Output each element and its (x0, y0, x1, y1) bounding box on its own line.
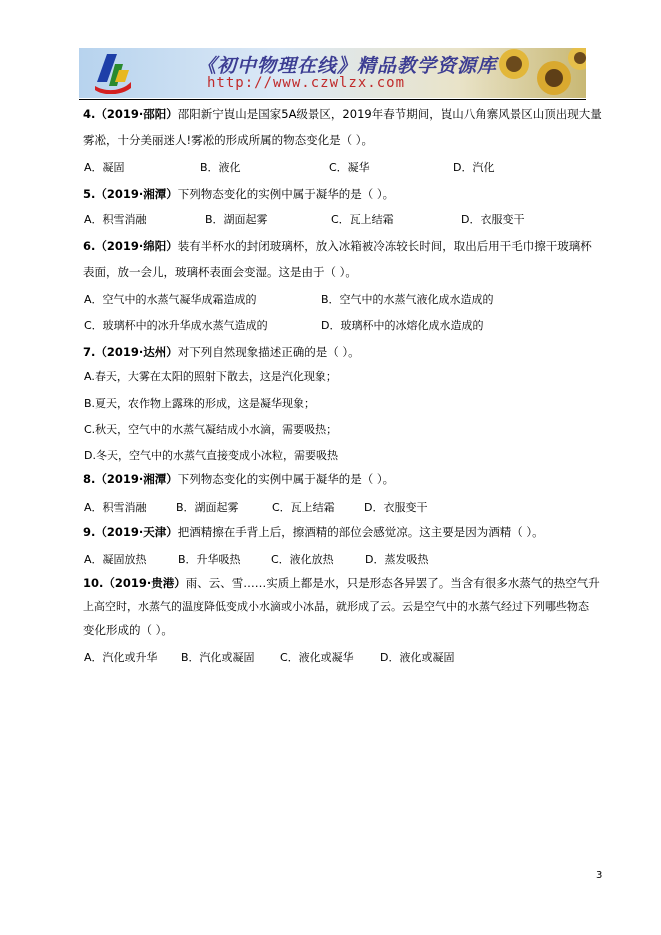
banner-title: 《初中物理在线》精品教学资源库 (197, 55, 498, 77)
question-4-option-a: A．凝固 (84, 161, 125, 174)
question-10-option-c: C．液化或凝华 (280, 651, 354, 664)
question-9-line-1: 9.（2019·天津）把酒精擦在手背上后，擦酒精的部位会感觉凉。这主要是因为酒精（ ）。 (83, 525, 544, 539)
question-9-option-c: C．液化放热 (271, 553, 334, 566)
question-4-option-c: C．凝华 (329, 161, 370, 174)
question-9-option-a: A．凝固放热 (84, 553, 147, 566)
question-8-option-a: A．积雪消融 (84, 501, 147, 514)
question-6-option-d: D．玻璃杯中的冰熔化成水造成的 (321, 319, 484, 332)
question-6-line-2: 表面，放一会儿，玻璃杯表面会变湿。这是由于（ ）。 (83, 265, 357, 279)
question-7-option-a: A.春天，大雾在太阳的照射下散去，这是汽化现象； (84, 370, 337, 383)
question-6-option-a: A．空气中的水蒸气凝华成霜造成的 (84, 293, 257, 306)
header-rule (79, 99, 586, 100)
banner-url: http://www.czwlzx.com (207, 75, 406, 91)
question-4-line-1: 4.（2019·邵阳）邵阳新宁崀山是国家5A级景区，2019年春节期间，崀山八角寨风景区山顶出现大量 (83, 107, 602, 121)
question-9-option-d: D．蒸发吸热 (365, 553, 429, 566)
question-8-option-c: C．瓦上结霜 (272, 501, 335, 514)
question-8-option-d: D．衣服变干 (364, 501, 428, 514)
question-10-option-a: A．汽化或升华 (84, 651, 158, 664)
question-10-option-d: D．液化或凝固 (380, 651, 455, 664)
question-7-line-1: 7.（2019·达州）对下列自然现象描述正确的是（ ）。 (83, 345, 360, 359)
question-8-line-1: 8.（2019·湘潭）下列物态变化的实例中属于凝华的是（ ）。 (83, 472, 395, 486)
question-10-line-1: 10.（2019·贵港）雨、云、雪……实质上都是水，只是形态各异罢了。当含有很多水蒸气的热空气升 (83, 576, 600, 590)
question-4-line-2: 雾凇，十分美丽迷人!雾凇的形成所属的物态变化是（ ）。 (83, 133, 374, 147)
question-7-option-b: B.夏天，农作物上露珠的形成，这是凝华现象； (84, 397, 316, 410)
question-7-option-c: C.秋天，空气中的水蒸气凝结成小水滴，需要吸热； (84, 423, 338, 436)
question-7-option-d: D.冬天，空气中的水蒸气直接变成小冰粒，需要吸热 (84, 449, 338, 462)
page-number: 3 (596, 870, 603, 881)
logo-icon (93, 52, 133, 94)
question-8-option-b: B．湖面起雾 (176, 501, 239, 514)
sunflower-icon (476, 48, 586, 98)
question-6-option-b: B．空气中的水蒸气液化成水造成的 (321, 293, 494, 306)
question-5-option-a: A．积雪消融 (84, 213, 147, 226)
question-4-option-b: B．液化 (200, 161, 241, 174)
question-5-option-b: B．湖面起雾 (205, 213, 268, 226)
header-banner (79, 48, 586, 98)
question-4-option-d: D．汽化 (453, 161, 495, 174)
question-5-option-d: D．衣服变干 (461, 213, 525, 226)
question-10-line-3: 变化形成的（ ）。 (83, 623, 173, 637)
question-10-option-b: B．汽化或凝固 (181, 651, 255, 664)
question-5-option-c: C．瓦上结霜 (331, 213, 394, 226)
question-9-option-b: B．升华吸热 (178, 553, 241, 566)
question-6-line-1: 6.（2019·绵阳）装有半杯水的封闭玻璃杯，放入冰箱被冷冻较长时间，取出后用干毛巾擦干玻璃杯 (83, 239, 592, 253)
question-6-option-c: C．玻璃杯中的冰升华成水蒸气造成的 (84, 319, 268, 332)
question-5-line-1: 5.（2019·湘潭）下列物态变化的实例中属于凝华的是（ ）。 (83, 187, 395, 201)
question-10-line-2: 上高空时，水蒸气的温度降低变成小水滴或小冰晶，就形成了云。云是空气中的水蒸气经过下列哪些物态 (83, 600, 589, 613)
